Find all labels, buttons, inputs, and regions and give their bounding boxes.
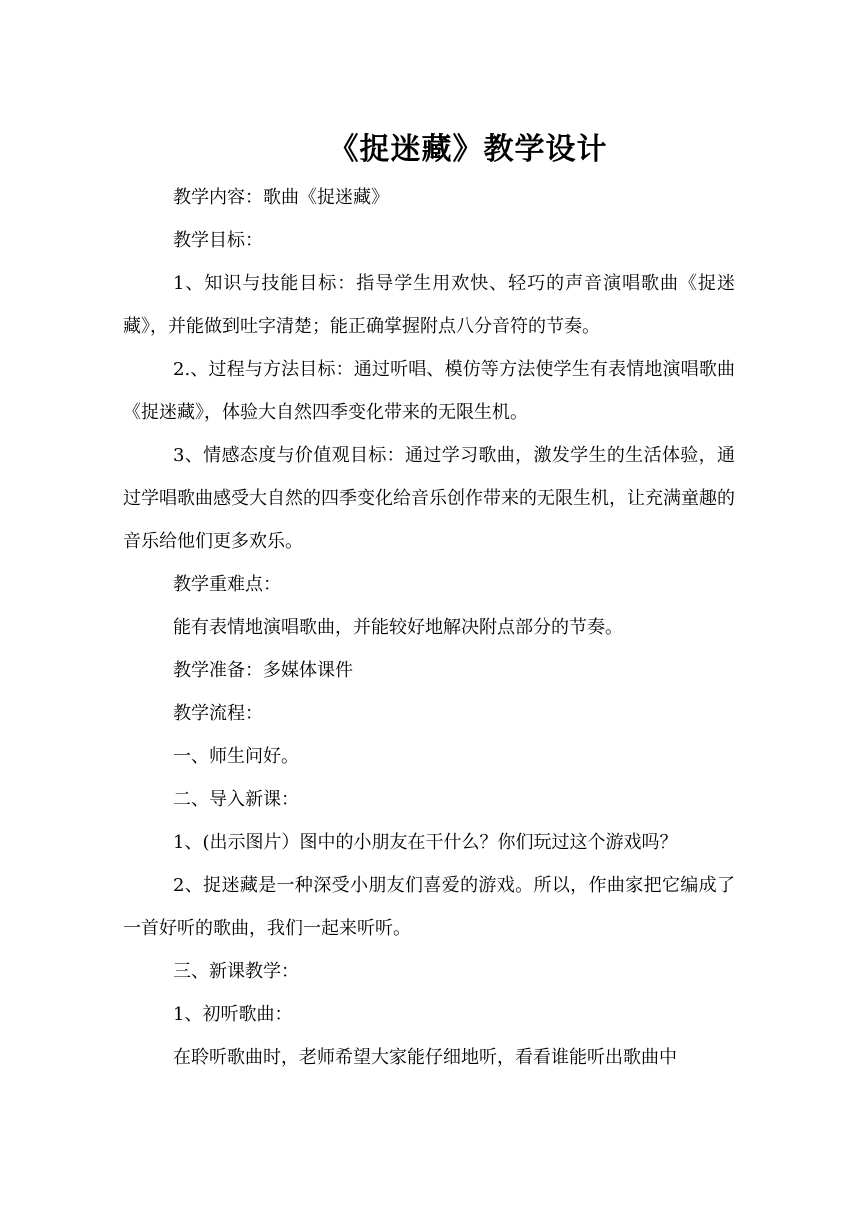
paragraph-teaching-process-heading: 教学流程：	[173, 703, 263, 724]
paragraph-teaching-content: 教学内容：歌曲《捉迷藏》	[173, 187, 389, 208]
paragraph-key-difficulties: 能有表情地演唱歌曲，并能较好地解决附点部分的节奏。	[173, 617, 623, 638]
document-title: 《捉迷藏》教学设计	[328, 132, 608, 167]
paragraph-step-new-lesson: 三、新课教学：	[173, 961, 299, 982]
paragraph-goal-process-methods: 2.、过程与方法目标：通过听唱、模仿等方法使学生有表情地演唱歌曲《捉迷藏》，体验大自然四季变化带来的无限生机。	[123, 359, 735, 423]
paragraph-teaching-goals-heading: 教学目标：	[173, 230, 263, 251]
paragraph-teaching-preparation: 教学准备：多媒体课件	[173, 660, 353, 681]
paragraph-key-difficulties-heading: 教学重难点：	[173, 574, 281, 595]
document-body	[123, 176, 735, 1079]
paragraph-step-greeting: 一、师生问好。	[173, 746, 299, 767]
paragraph-step-introduction: 二、导入新课：	[173, 789, 299, 810]
paragraph-listening-instruction: 在聆听歌曲时，老师希望大家能仔细地听，看看谁能听出歌曲中	[173, 1047, 677, 1068]
paragraph-goal-knowledge-skills: 1、知识与技能目标：指导学生用欢快、轻巧的声音演唱歌曲《捉迷藏》，并能做到吐字清楚；能正确掌握附点八分音符的节奏。	[123, 273, 735, 337]
paragraph-introduction-story: 2、捉迷藏是一种深受小朋友们喜爱的游戏。所以，作曲家把它编成了一首好听的歌曲，我们一起来听听。	[123, 875, 735, 939]
paragraph-introduction-question: 1、(出示图片）图中的小朋友在干什么？你们玩过这个游戏吗？	[173, 832, 678, 853]
paragraph-goal-emotion-values: 3、情感态度与价值观目标：通过学习歌曲，激发学生的生活体验，通过学唱歌曲感受大自然的四季变化给音乐创作带来的无限生机，让充满童趣的音乐给他们更多欢乐。	[123, 445, 735, 552]
paragraph-first-listening: 1、初听歌曲：	[173, 1004, 293, 1025]
